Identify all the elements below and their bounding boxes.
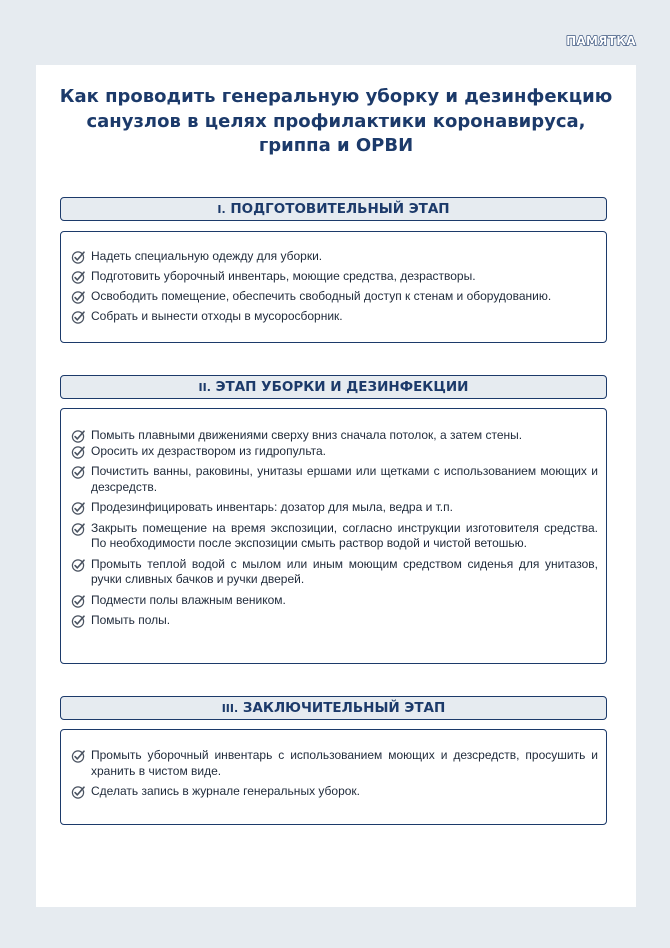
check-circle-icon <box>71 594 85 608</box>
section-title: ЗАКЛЮЧИТЕЛЬНЫЙ ЭТАП <box>242 700 446 716</box>
section-number: I. <box>217 203 226 216</box>
list-item-text: Помыть полы. <box>91 613 171 627</box>
list-item-text: Закрыть помещение на время экспозиции, согласно инструкции изготовителя средства. По необходимости после экспозиции смыть раствор водой и чистой ветошью. <box>91 520 598 550</box>
list-item <box>71 784 598 800</box>
list-item-text: Подготовить уборочный инвентарь, моющие средства, дезрастворы. <box>91 269 476 283</box>
memo-sheet <box>36 65 636 907</box>
check-circle-icon <box>71 501 85 515</box>
check-circle-icon <box>71 445 85 459</box>
title-line: санузлов в целях профилактики коронавируса, <box>86 110 586 132</box>
list-item-text: Сделать запись в журнале генеральных уборок. <box>91 784 361 798</box>
check-circle-icon <box>71 310 85 324</box>
list-item <box>71 557 598 588</box>
list-item-text: Оросить их дезраствором из гидропульта. <box>91 443 326 458</box>
list-item <box>71 269 598 285</box>
section-header-cleaning <box>60 375 607 399</box>
list-item <box>71 613 598 629</box>
list-item-text: Надеть специальную одежду для уборки. <box>91 249 323 263</box>
list-item <box>71 521 598 552</box>
section-box-cleaning <box>60 408 607 664</box>
section-header-final <box>60 696 607 720</box>
list-item <box>71 500 598 516</box>
check-circle-icon <box>71 250 85 264</box>
list-item-text: Продезинфицировать инвентарь: дозатор для мыла, ведра и т.п. <box>91 500 453 514</box>
list-item-text: Промыть теплой водой с мылом или иным моющим средством сиденья для унитазов, ручки сливных бачков и ручки дверей. <box>91 556 598 586</box>
check-circle-icon <box>71 270 85 284</box>
check-circle-icon <box>71 558 85 572</box>
list-item-text: Помыть плавными движениями сверху вниз сначала потолок, а затем стены. <box>91 428 523 442</box>
list-item <box>71 309 598 325</box>
section-box-final <box>60 729 607 825</box>
section-number: III. <box>221 702 239 715</box>
section-title: ПОДГОТОВИТЕЛЬНЫЙ ЭТАП <box>230 201 450 217</box>
list-item <box>71 464 598 495</box>
title-line: гриппа и ОРВИ <box>258 135 414 156</box>
check-circle-icon <box>71 465 85 479</box>
list-item <box>71 748 598 779</box>
list-item-text: Почистить ванны, раковины, унитазы ершами или щетками с использованием моющих и дезсредств. <box>91 464 598 494</box>
list-item-text: Промыть уборочный инвентарь с использованием моющих и дезсредств, просушить и хранить в чистом виде. <box>91 748 598 778</box>
list-item <box>71 444 598 460</box>
list-item-text: Собрать и вынести отходы в мусоросборник. <box>91 309 343 323</box>
list-item-text: Освободить помещение, обеспечить свободный доступ к стенам и оборудованию. <box>91 289 552 303</box>
check-circle-icon <box>71 429 85 443</box>
section-number: II. <box>198 381 211 394</box>
check-circle-icon <box>71 614 85 628</box>
section-title: ЭТАП УБОРКИ И ДЕЗИНФЕКЦИИ <box>215 379 469 395</box>
check-circle-icon <box>71 522 85 536</box>
list-item-text: Подмести полы влажным веником. <box>91 592 286 607</box>
check-circle-icon <box>71 785 85 799</box>
check-circle-icon <box>71 290 85 304</box>
list-item <box>71 249 598 265</box>
section-header-preparatory <box>60 197 607 221</box>
page-title <box>36 85 636 159</box>
check-circle-icon <box>71 749 85 763</box>
section-box-preparatory <box>60 231 607 343</box>
list-item <box>71 593 598 609</box>
memo-tag: ПАМЯТКА <box>566 34 636 48</box>
list-item <box>71 428 598 444</box>
list-item <box>71 289 598 305</box>
title-line: Как проводить генеральную уборку и дезинфекцию <box>59 86 613 107</box>
